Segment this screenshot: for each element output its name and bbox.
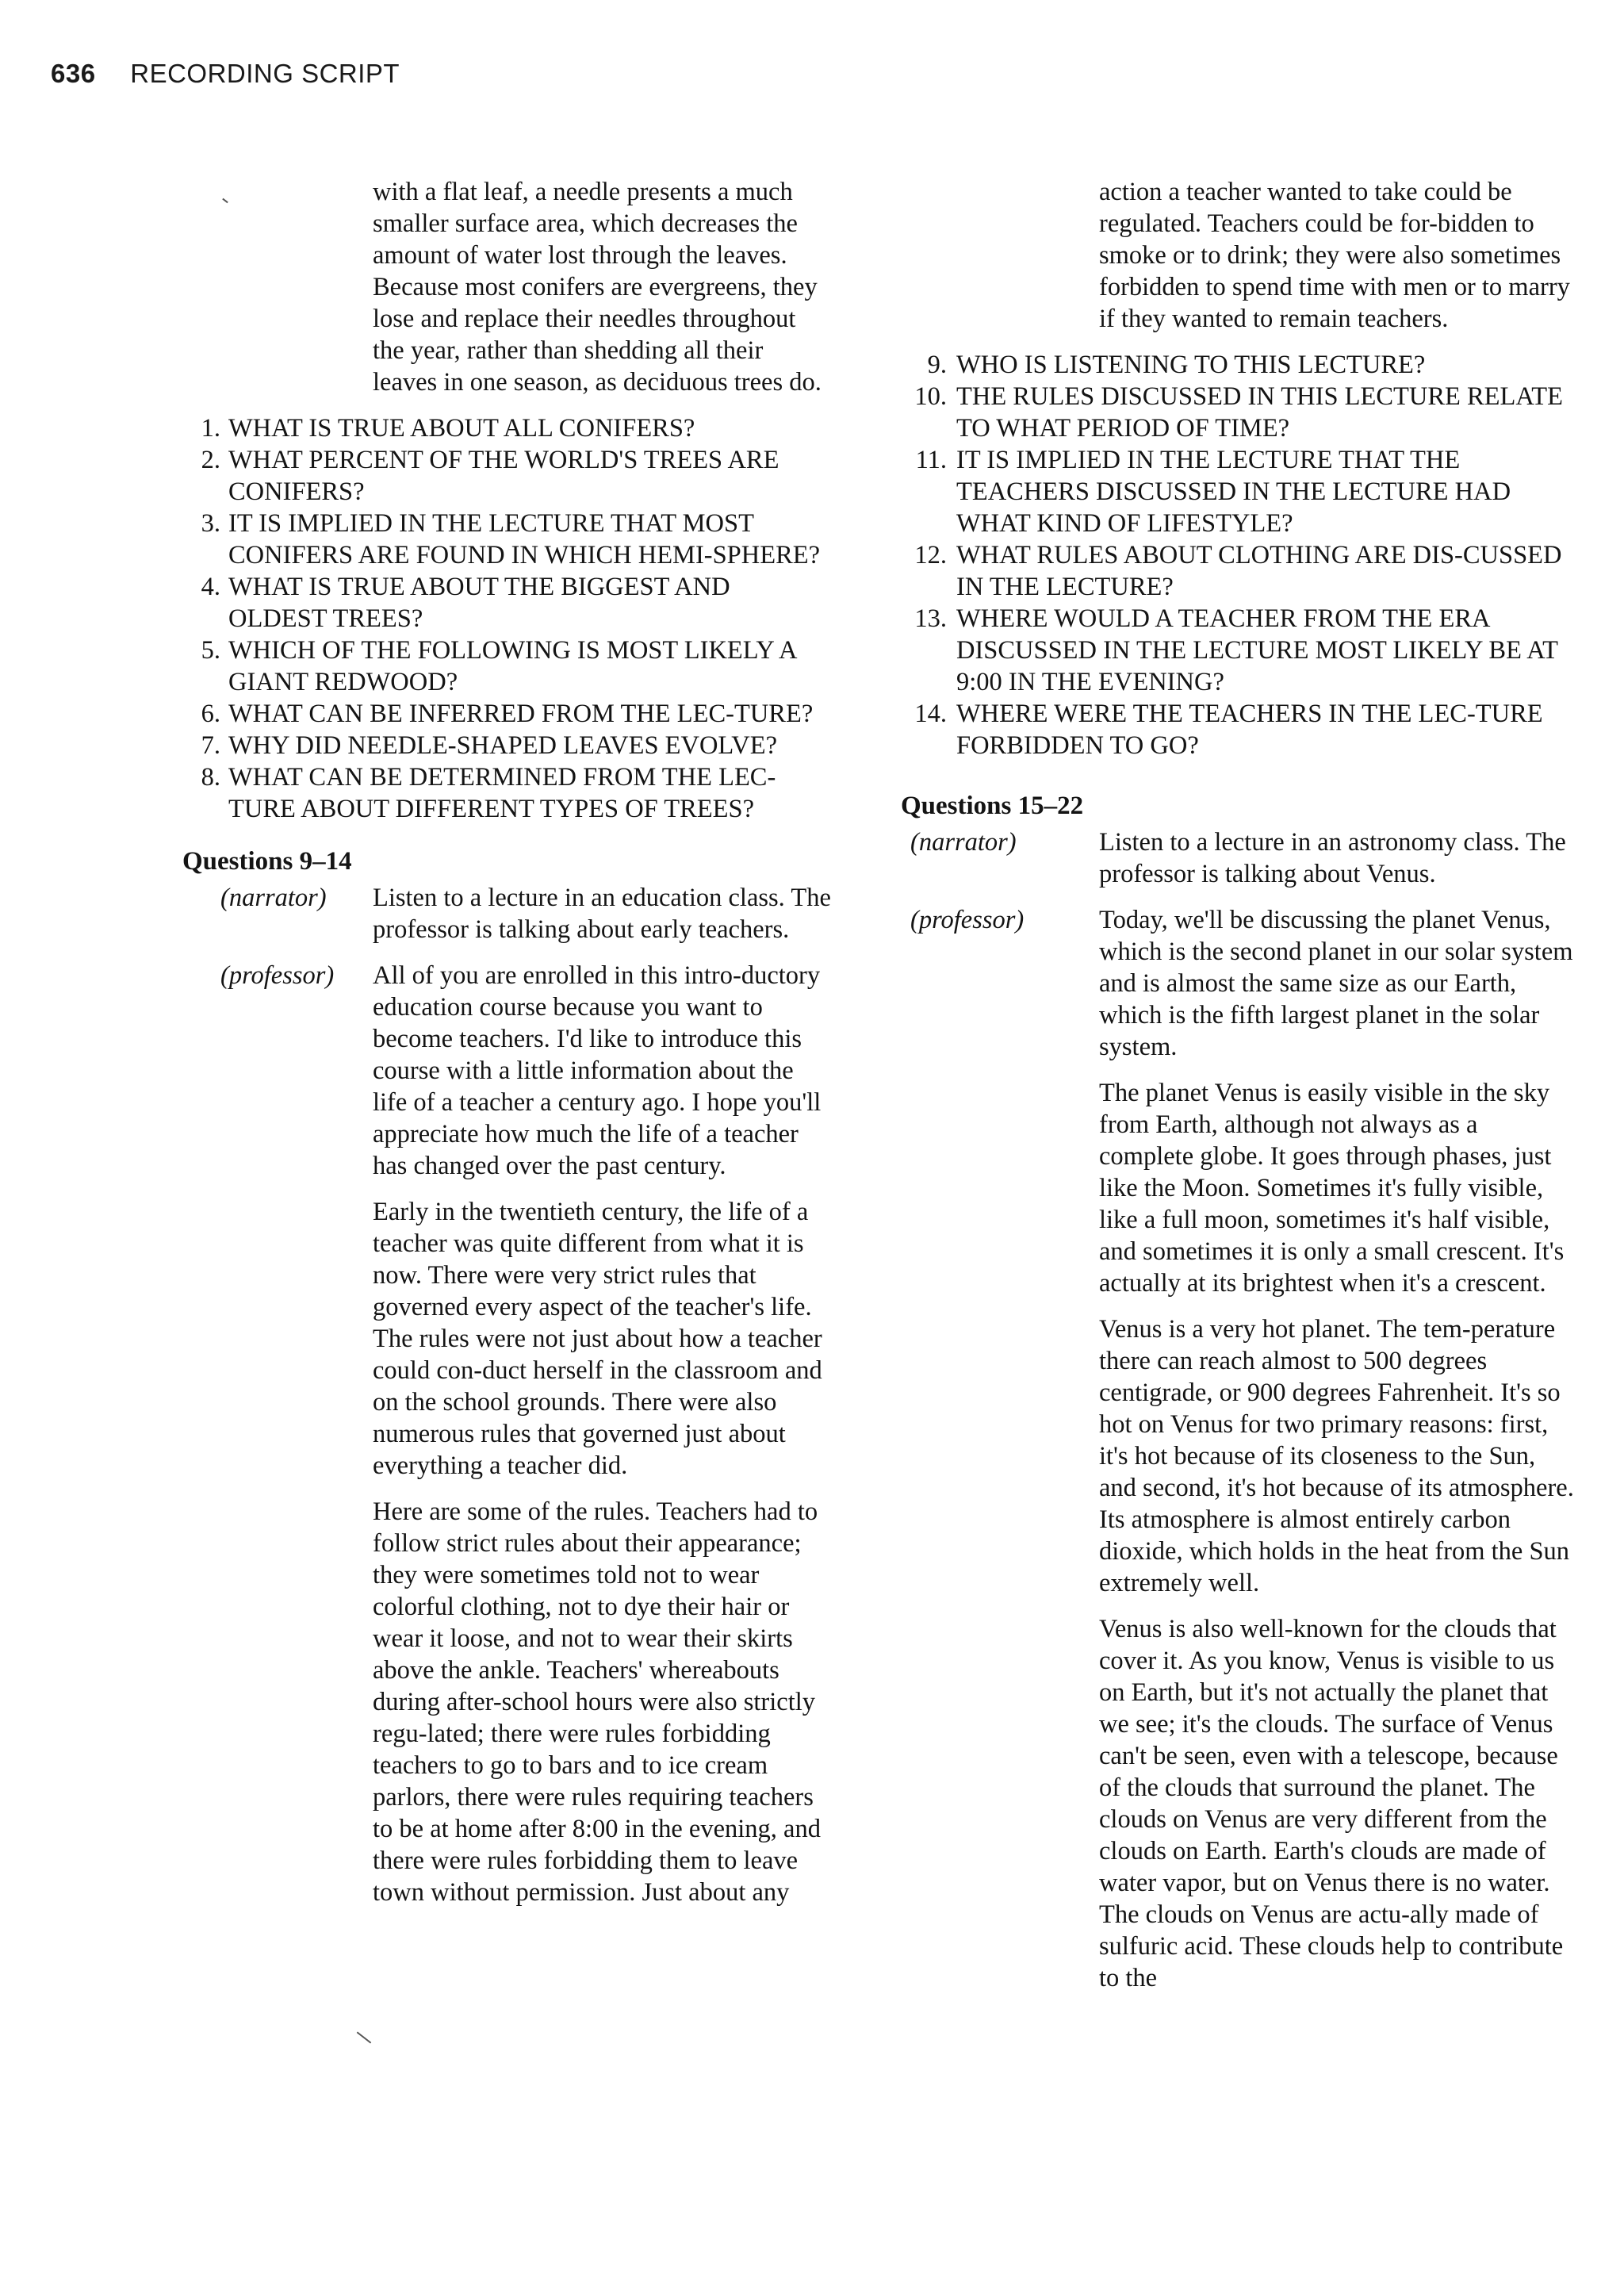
narrator-text: Listen to a lecture in an education class. The professor is talking about early teachers. [373, 884, 831, 944]
question-text: WHAT IS TRUE ABOUT ALL CONIFERS? [228, 414, 695, 443]
lecture-paragraph: Venus is a very hot planet. The tem-perature there can reach almost to 500 degrees centigrade, or 900 degrees Fahrenheit. It's so hot on Venus for two primary reasons: first, it's hot because of its closeness to the Sun, and second, it's hot because of its atmosphere. Its atmosphere is almost entirely carbon dioxide, which holds in the heat from the Sun extremely well. [1099, 1315, 1574, 1597]
question-item [901, 603, 1575, 698]
lecture-paragraph: Early in the twentieth century, the life of a teacher was quite different from what it is now. There were very strict rules that governed every aspect of the teacher's life. The rules were not just about how a teacher could con-duct herself in the classroom and on the school grounds. There were also numerous rules that governed just about everything a teacher did. [373, 1198, 822, 1480]
intro-paragraph: with a flat leaf, a needle presents a much smaller surface area, which decreases the amount of water lost through the leaves. Because most conifers are evergreens, they lose and replace their needles throughout the year, rather than shedding all their leaves in one season, as deciduous trees do. [373, 178, 822, 397]
question-number: 13. [914, 604, 947, 633]
question-text: WHERE WERE THE TEACHERS IN THE LEC-TURE FORBIDDEN TO GO? [956, 700, 1543, 760]
question-item [182, 508, 833, 571]
speaker-label-narrator: (narrator) [910, 828, 1017, 857]
question-text: WHY DID NEEDLE-SHAPED LEAVES EVOLVE? [228, 731, 778, 760]
lecture-paragraph: Here are some of the rules. Teachers had to follow strict rules about their appearance; they were sometimes told not to wear colorful clothing, not to dye their hair or wear it loose, and not to wear their skirts above the ankle. Teachers' whereabouts during after-school hours were also strictly regu-lated; there were rules forbidding teachers to go to bars and to ice cream parlors, there were rules requiring teachers to be at home after 8:00 in the evening, and there were rules forbidding them to leave town without permission. Just about any [373, 1497, 821, 1907]
question-item [901, 381, 1575, 444]
question-item [182, 698, 833, 730]
running-title: RECORDING SCRIPT [130, 59, 400, 88]
professor-block [901, 904, 1575, 2008]
page-number: 636 [51, 59, 96, 88]
question-text: WHICH OF THE FOLLOWING IS MOST LIKELY A GIANT REDWOOD? [228, 636, 796, 696]
question-text: IT IS IMPLIED IN THE LECTURE THAT THE TEACHERS DISCUSSED IN THE LECTURE HAD WHAT KIND OF LIFESTYLE? [956, 446, 1511, 538]
question-text: WHAT PERCENT OF THE WORLD'S TREES ARE CONIFERS? [228, 446, 779, 506]
lecture-paragraph: Venus is also well-known for the clouds that cover it. As you know, Venus is visible to us on Earth, but it's not actually the planet that we see; it's the clouds. The surface of Venus can't be seen, even with a telescope, because of the clouds that surround the planet. The clouds on Venus are very different from the clouds on Earth. Earth's clouds are made of water vapor, but on Venus there is no water. The clouds on Venus are actu-ally made of sulfuric acid. These clouds help to contribute to the [1099, 1615, 1564, 1992]
speaker-label-narrator: (narrator) [220, 884, 327, 912]
speaker-label-professor: (professor) [910, 906, 1025, 934]
question-number: 9. [927, 351, 947, 379]
lecture-paragraph: All of you are enrolled in this intro-ductory education course because you want to become teachers. I'd like to introduce this course with a little information about the life of a teacher a century ago. I hope you'll appreciate how much the life of a teacher has changed over the past century. [373, 961, 822, 1180]
question-number: 14. [914, 700, 947, 728]
question-list-9-14 [901, 349, 1575, 761]
question-text: WHAT CAN BE INFERRED FROM THE LEC-TURE? [228, 700, 814, 728]
question-number: 12. [914, 541, 947, 569]
professor-block [182, 960, 833, 1923]
narrator-text: Listen to a lecture in an astronomy class. The professor is talking about Venus. [1099, 828, 1566, 888]
question-text: WHERE WOULD A TEACHER FROM THE ERA DISCUSSED IN THE LECTURE MOST LIKELY BE AT 9:00 IN THE EVENING? [956, 604, 1558, 696]
question-item [182, 412, 833, 444]
question-number: 7. [201, 731, 220, 760]
question-number: 3. [201, 509, 220, 538]
question-number: 2. [201, 446, 220, 474]
question-number: 8. [201, 763, 220, 792]
question-item [182, 444, 833, 508]
narrator-block [901, 826, 1575, 890]
left-column [182, 176, 833, 1923]
page-header [51, 59, 400, 89]
question-number: 4. [201, 573, 220, 601]
question-item [182, 635, 833, 698]
question-item [901, 349, 1575, 381]
question-item [182, 571, 833, 635]
lecture-paragraph: Today, we'll be discussing the planet Venus, which is the second planet in our solar system and is almost the same size as our Earth, which is the fifth largest planet in the solar system. [1099, 906, 1573, 1061]
question-item [901, 539, 1575, 603]
question-item [901, 444, 1575, 539]
question-number: 1. [201, 414, 220, 443]
lecture-paragraph: The planet Venus is easily visible in the sky from Earth, although not always as a complete globe. It goes through phases, just like the Moon. Sometimes it's fully visible, like a full moon, sometimes it's half visible, and sometimes it is only a small crescent. It's actually at its brightest when it's a crescent. [1099, 1079, 1565, 1298]
question-number: 5. [201, 636, 220, 665]
question-list-1-8 [182, 412, 833, 825]
question-number: 10. [914, 382, 947, 411]
intro-paragraph: action a teacher wanted to take could be regulated. Teachers could be for-bidden to smoke or to drink; they were also sometimes forbidden to spend time with men or to marry if they wanted to remain teachers. [1099, 178, 1570, 333]
question-text: WHAT IS TRUE ABOUT THE BIGGEST AND OLDEST TREES? [228, 573, 730, 633]
right-column [901, 176, 1575, 2008]
question-text: IT IS IMPLIED IN THE LECTURE THAT MOST CONIFERS ARE FOUND IN WHICH HEMI-SPHERE? [228, 509, 821, 569]
narrator-block [182, 882, 833, 945]
question-number: 11. [915, 446, 947, 474]
scan-mark [357, 2031, 372, 2043]
question-item [182, 730, 833, 761]
question-item [901, 698, 1575, 761]
question-number: 6. [201, 700, 220, 728]
question-text: WHAT CAN BE DETERMINED FROM THE LEC-TURE ABOUT DIFFERENT TYPES OF TREES? [228, 763, 776, 823]
question-item [182, 761, 833, 825]
speaker-label-professor: (professor) [220, 961, 335, 990]
question-text: THE RULES DISCUSSED IN THIS LECTURE RELATE TO WHAT PERIOD OF TIME? [956, 382, 1563, 443]
question-text: WHAT RULES ABOUT CLOTHING ARE DIS-CUSSED IN THE LECTURE? [956, 541, 1562, 601]
section-title-9-14: Questions 9–14 [182, 847, 352, 876]
question-text: WHO IS LISTENING TO THIS LECTURE? [956, 351, 1426, 379]
section-title-15-22: Questions 15–22 [901, 792, 1084, 820]
